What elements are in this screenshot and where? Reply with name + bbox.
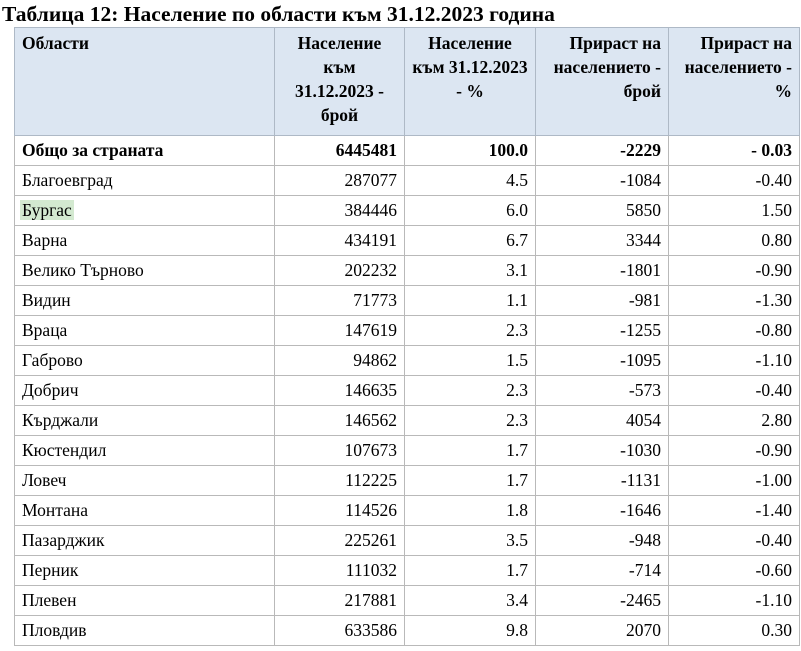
region-percent: 2.3 xyxy=(405,376,536,406)
region-growth-percent: -1.40 xyxy=(669,496,800,526)
region-population: 107673 xyxy=(275,436,405,466)
region-percent: 4.5 xyxy=(405,166,536,196)
region-growth-percent: -0.60 xyxy=(669,556,800,586)
region-growth: -573 xyxy=(536,376,669,406)
region-population: 202232 xyxy=(275,256,405,286)
region-population: 146635 xyxy=(275,376,405,406)
region-growth-percent: -1.10 xyxy=(669,346,800,376)
header-population-percent: Население към 31.12.2023 - % xyxy=(405,28,536,136)
region-growth: -1030 xyxy=(536,436,669,466)
region-name: Габрово xyxy=(15,346,275,376)
region-percent: 1.5 xyxy=(405,346,536,376)
region-growth-percent: -1.10 xyxy=(669,586,800,616)
region-growth: 4054 xyxy=(536,406,669,436)
region-population: 225261 xyxy=(275,526,405,556)
region-growth-percent: -0.40 xyxy=(669,526,800,556)
header-growth-count: Прираст на населението - брой xyxy=(536,28,669,136)
total-name: Общо за страната xyxy=(15,136,275,166)
region-percent: 2.3 xyxy=(405,406,536,436)
region-percent: 1.7 xyxy=(405,466,536,496)
region-population: 633586 xyxy=(275,616,405,646)
header-region: Области xyxy=(15,28,275,136)
population-table xyxy=(14,27,800,646)
table-row xyxy=(15,376,800,406)
region-growth: -714 xyxy=(536,556,669,586)
table-row xyxy=(15,556,800,586)
table-row xyxy=(15,526,800,556)
region-growth-percent: 0.80 xyxy=(669,226,800,256)
region-growth: -1095 xyxy=(536,346,669,376)
region-population: 384446 xyxy=(275,196,405,226)
region-population: 287077 xyxy=(275,166,405,196)
header-row xyxy=(15,28,800,136)
region-growth: -1646 xyxy=(536,496,669,526)
total-percent: 100.0 xyxy=(405,136,536,166)
table-row xyxy=(15,466,800,496)
region-population: 111032 xyxy=(275,556,405,586)
table-row xyxy=(15,586,800,616)
table-row xyxy=(15,496,800,526)
region-growth-percent: -0.90 xyxy=(669,256,800,286)
region-name: Кюстендил xyxy=(15,436,275,466)
table-row xyxy=(15,286,800,316)
region-growth: -981 xyxy=(536,286,669,316)
region-growth: -1084 xyxy=(536,166,669,196)
table-row xyxy=(15,196,800,226)
region-population: 146562 xyxy=(275,406,405,436)
region-percent: 6.7 xyxy=(405,226,536,256)
region-name: Видин xyxy=(15,286,275,316)
table-row xyxy=(15,226,800,256)
region-growth-percent: -1.30 xyxy=(669,286,800,316)
region-percent: 1.8 xyxy=(405,496,536,526)
total-growth: -2229 xyxy=(536,136,669,166)
total-row xyxy=(15,136,800,166)
region-name: Враца xyxy=(15,316,275,346)
region-name: Велико Търново xyxy=(15,256,275,286)
table-row xyxy=(15,166,800,196)
table-row xyxy=(15,406,800,436)
region-name: Благоевград xyxy=(15,166,275,196)
region-percent: 1.7 xyxy=(405,436,536,466)
region-name: Кърджали xyxy=(15,406,275,436)
table-body xyxy=(15,136,800,646)
header-growth-percent: Прираст на населението - % xyxy=(669,28,800,136)
region-name: Пловдив xyxy=(15,616,275,646)
region-growth-percent: -1.00 xyxy=(669,466,800,496)
region-growth-percent: 2.80 xyxy=(669,406,800,436)
region-growth: 5850 xyxy=(536,196,669,226)
region-percent: 9.8 xyxy=(405,616,536,646)
region-population: 114526 xyxy=(275,496,405,526)
region-name xyxy=(15,196,275,226)
header-population-count: Население към 31.12.2023 - брой xyxy=(275,28,405,136)
table-row xyxy=(15,316,800,346)
region-growth-percent: -0.40 xyxy=(669,376,800,406)
region-name: Пазарджик xyxy=(15,526,275,556)
region-growth: -1255 xyxy=(536,316,669,346)
region-population: 71773 xyxy=(275,286,405,316)
table-header xyxy=(15,28,800,136)
region-percent: 1.7 xyxy=(405,556,536,586)
table-row xyxy=(15,616,800,646)
total-growth-percent: - 0.03 xyxy=(669,136,800,166)
region-percent: 3.1 xyxy=(405,256,536,286)
region-growth: 3344 xyxy=(536,226,669,256)
region-population: 112225 xyxy=(275,466,405,496)
region-population: 217881 xyxy=(275,586,405,616)
region-percent: 2.3 xyxy=(405,316,536,346)
region-population: 434191 xyxy=(275,226,405,256)
region-name: Добрич xyxy=(15,376,275,406)
region-population: 147619 xyxy=(275,316,405,346)
region-growth: 2070 xyxy=(536,616,669,646)
region-name: Перник xyxy=(15,556,275,586)
table-title: Таблица 12: Население по области към 31.12.2023 година xyxy=(2,2,555,26)
table-row xyxy=(15,436,800,466)
region-growth: -2465 xyxy=(536,586,669,616)
region-growth: -1801 xyxy=(536,256,669,286)
region-growth: -1131 xyxy=(536,466,669,496)
region-growth-percent: -0.40 xyxy=(669,166,800,196)
highlighted-text: Бургас xyxy=(22,200,72,220)
region-name: Плевен xyxy=(15,586,275,616)
region-percent: 6.0 xyxy=(405,196,536,226)
region-percent: 3.5 xyxy=(405,526,536,556)
region-percent: 1.1 xyxy=(405,286,536,316)
region-growth: -948 xyxy=(536,526,669,556)
total-population: 6445481 xyxy=(275,136,405,166)
region-growth-percent: -0.90 xyxy=(669,436,800,466)
region-growth-percent: 1.50 xyxy=(669,196,800,226)
region-growth-percent: 0.30 xyxy=(669,616,800,646)
table-row xyxy=(15,256,800,286)
table-row xyxy=(15,346,800,376)
region-name: Ловеч xyxy=(15,466,275,496)
region-population: 94862 xyxy=(275,346,405,376)
region-percent: 3.4 xyxy=(405,586,536,616)
region-name: Монтана xyxy=(15,496,275,526)
region-growth-percent: -0.80 xyxy=(669,316,800,346)
region-name: Варна xyxy=(15,226,275,256)
